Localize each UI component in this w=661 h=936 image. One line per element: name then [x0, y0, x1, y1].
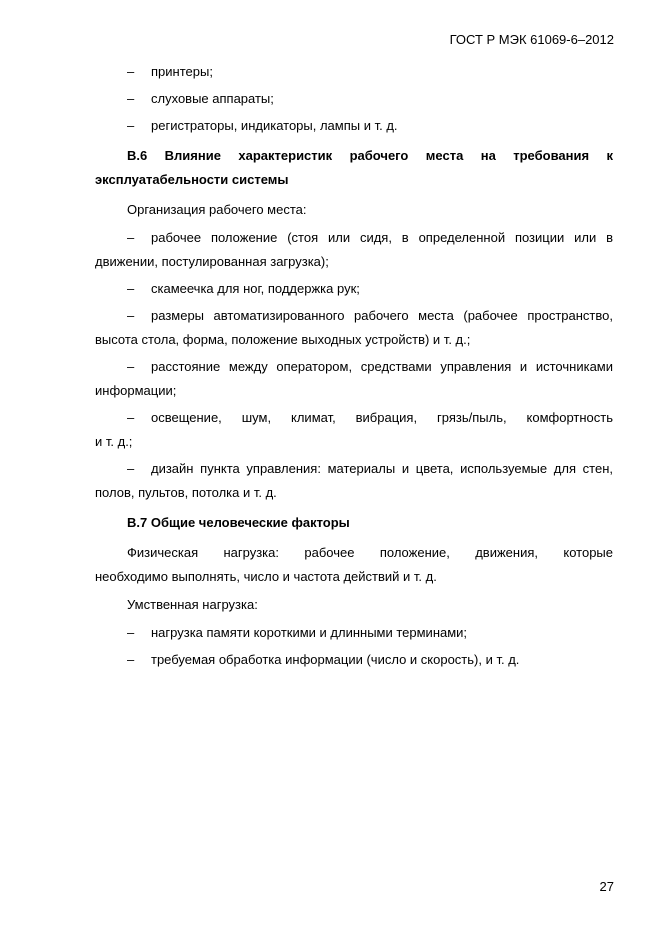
- dash-marker: –: [127, 652, 135, 667]
- list-item-text: дизайн пункта управления: материалы и цвета, используемые для стен,: [151, 461, 613, 476]
- dash-marker: –: [127, 64, 135, 79]
- physical-load-line2: необходимо выполнять, число и частота действий и т. д.: [95, 569, 437, 584]
- list-item: [95, 457, 613, 505]
- list-item: [95, 114, 613, 138]
- list-item-text: требуемая обработка информации (число и скорость), и т. д.: [151, 652, 520, 667]
- list-item-text: регистраторы, индикаторы, лампы и т. д.: [151, 118, 398, 133]
- list-item: [95, 648, 613, 672]
- list-item-text: слуховые аппараты;: [151, 91, 274, 106]
- list-item-continuation: движении, постулированная загрузка);: [95, 254, 329, 269]
- section-b7-physical-load: [95, 541, 613, 589]
- list-item-text: расстояние между оператором, средствами управления и источниками: [151, 359, 613, 374]
- dash-marker: –: [127, 230, 135, 245]
- document-body: [95, 60, 613, 675]
- document-header-id: ГОСТ Р МЭК 61069-6–2012: [449, 32, 614, 47]
- list-item: [95, 277, 613, 301]
- list-item-continuation: полов, пультов, потолка и т. д.: [95, 485, 277, 500]
- dash-marker: –: [127, 281, 135, 296]
- dash-marker: –: [127, 461, 135, 476]
- list-item: [95, 304, 613, 352]
- list-item-text: скамеечка для ног, поддержка рук;: [151, 281, 360, 296]
- dash-marker: –: [127, 359, 135, 374]
- list-item-continuation: высота стола, форма, положение выходных устройств) и т. д.;: [95, 332, 471, 347]
- section-b6-title-line2: эксплуатабельности системы: [95, 172, 289, 187]
- list-item: [95, 60, 613, 84]
- section-b6-title-line1: В.6 Влияние характеристик рабочего места на требования к: [127, 148, 613, 163]
- list-item-text: размеры автоматизированного рабочего места (рабочее пространство,: [151, 308, 613, 323]
- section-b6-heading: [95, 144, 613, 192]
- list-item-continuation: информации;: [95, 383, 177, 398]
- list-item-text: освещение, шум, климат, вибрация, грязь/пыль, комфортность: [151, 410, 613, 425]
- list-item: [95, 406, 613, 454]
- list-item-continuation: и т. д.;: [95, 434, 133, 449]
- physical-load-line1: Физическая нагрузка: рабочее положение, движения, которые: [127, 545, 613, 560]
- list-item: [95, 621, 613, 645]
- section-b7-mental-intro: Умственная нагрузка:: [127, 597, 258, 612]
- dash-marker: –: [127, 308, 135, 323]
- dash-marker: –: [127, 118, 135, 133]
- list-item-text: принтеры;: [151, 64, 213, 79]
- dash-marker: –: [127, 410, 135, 425]
- list-item: [95, 355, 613, 403]
- section-b7-heading: В.7 Общие человеческие факторы: [127, 515, 350, 530]
- page-number: 27: [599, 879, 614, 894]
- list-item-text: рабочее положение (стоя или сидя, в определенной позиции или в: [151, 230, 613, 245]
- dash-marker: –: [127, 91, 135, 106]
- dash-marker: –: [127, 625, 135, 640]
- list-item: [95, 226, 613, 274]
- section-b6-intro: Организация рабочего места:: [127, 202, 307, 217]
- list-item: [95, 87, 613, 111]
- list-item-text: нагрузка памяти короткими и длинными терминами;: [151, 625, 468, 640]
